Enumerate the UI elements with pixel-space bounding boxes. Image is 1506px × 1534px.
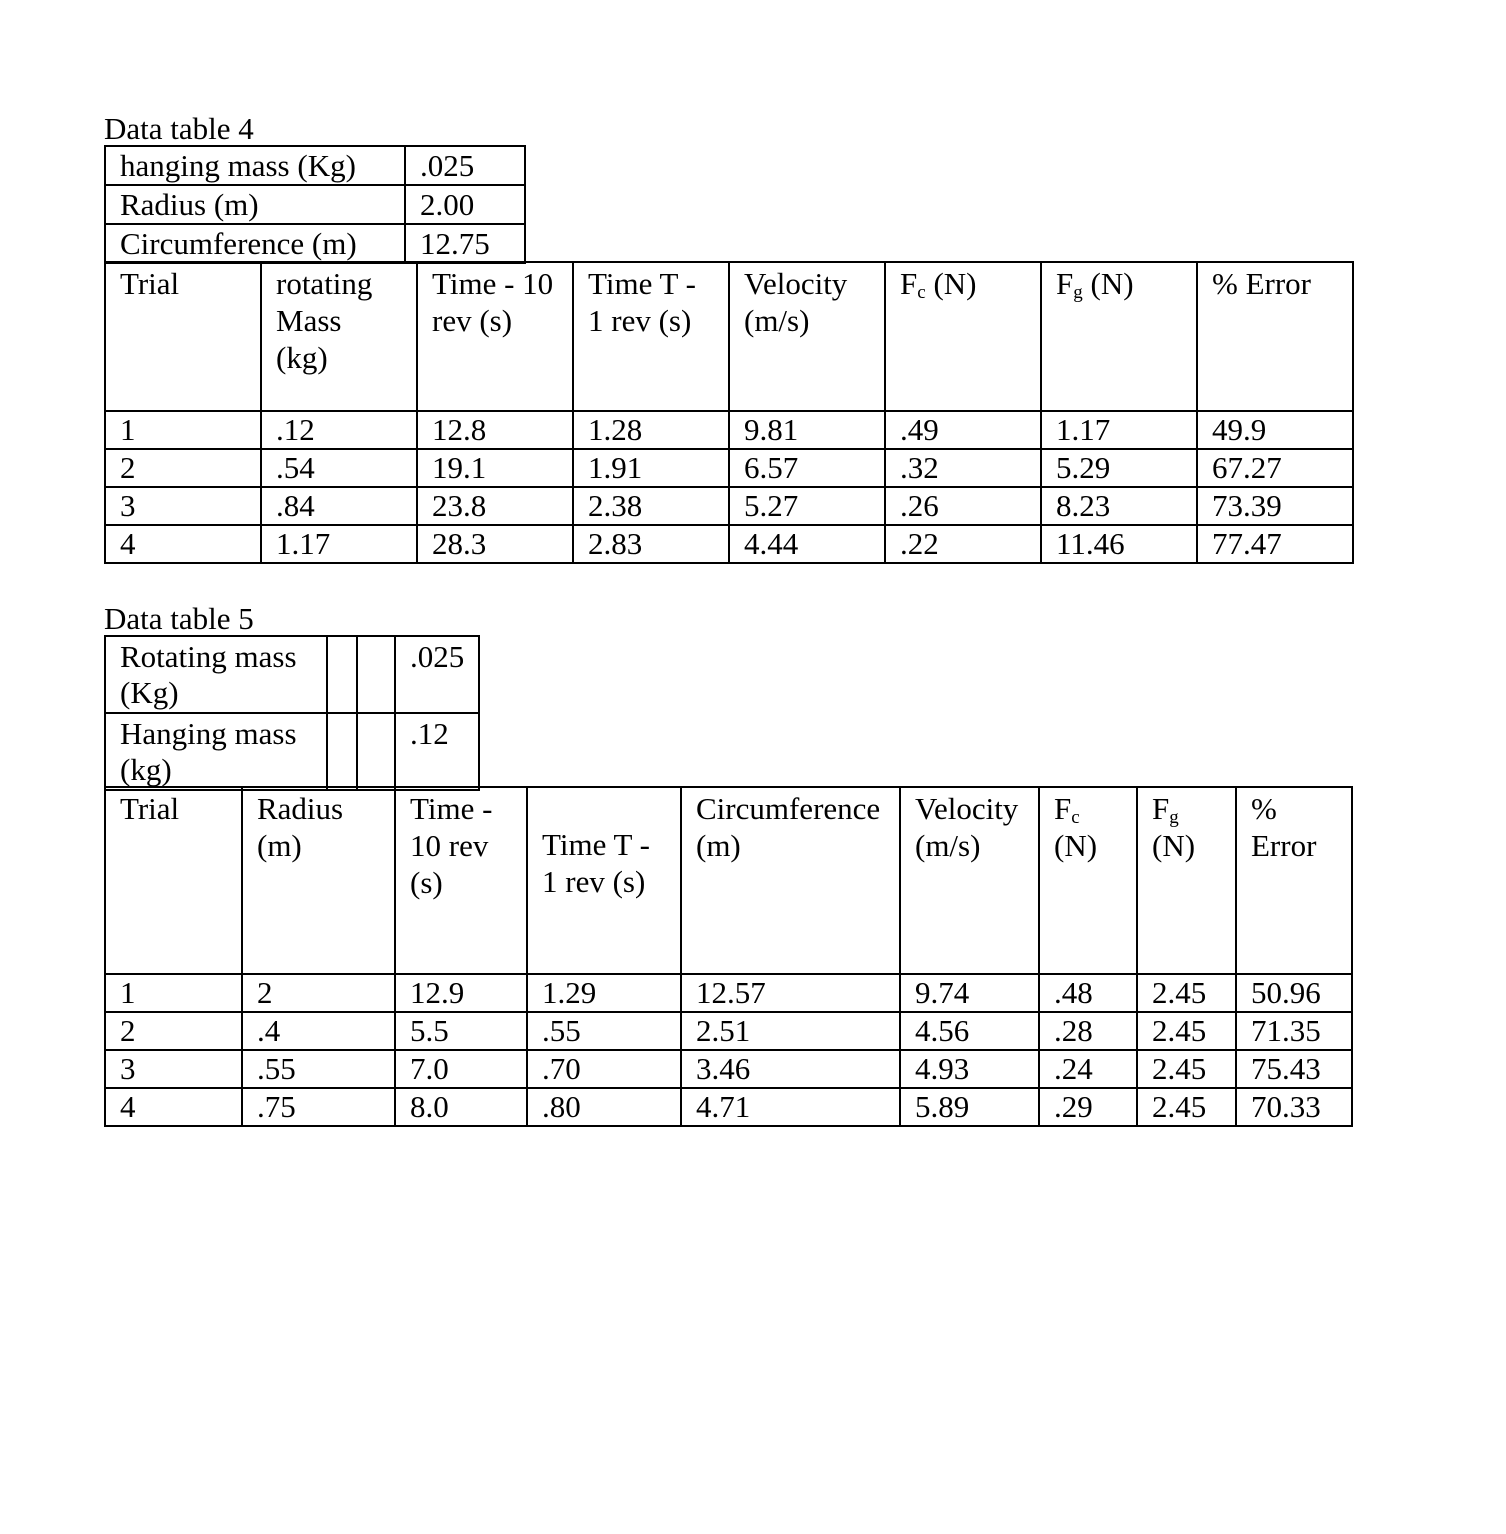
cell: 5.29 (1041, 449, 1197, 487)
cell: 1 (105, 411, 261, 449)
param-value: 2.00 (405, 185, 525, 224)
cell: 1.29 (527, 974, 681, 1012)
table5-caption: Data table 5 (104, 601, 254, 636)
cell: 2.45 (1137, 1088, 1236, 1126)
cell: 5.89 (900, 1088, 1039, 1126)
param-label: Circumference (m) (105, 224, 405, 263)
cell: 7.0 (395, 1050, 527, 1088)
table-row (105, 974, 1352, 1012)
fc-symbol: F (1054, 791, 1072, 826)
cell: .4 (242, 1012, 395, 1050)
fc-symbol: F (900, 266, 918, 301)
param-label: Rotating mass (Kg) (105, 636, 327, 713)
cell: 2.83 (573, 525, 729, 563)
cell: 4.71 (681, 1088, 900, 1126)
cell: .12 (261, 411, 417, 449)
cell: .24 (1039, 1050, 1137, 1088)
cell: 75.43 (1236, 1050, 1352, 1088)
fc-subscript: c (917, 282, 926, 303)
cell: 2 (242, 974, 395, 1012)
cell: .84 (261, 487, 417, 525)
param-value: .12 (395, 713, 479, 790)
table-row (105, 1088, 1352, 1126)
empty-cell (357, 636, 395, 713)
fg-subscript: g (1169, 807, 1179, 828)
param-value: 12.75 (405, 224, 525, 263)
table4-param-row (105, 185, 525, 224)
fg-symbol: F (1056, 266, 1074, 301)
cell: .70 (527, 1050, 681, 1088)
cell: .48 (1039, 974, 1137, 1012)
col-header-fg (1137, 787, 1236, 974)
table-row (105, 487, 1353, 525)
table5-param-row (105, 636, 479, 713)
col-header-radius: Radius (m) (242, 787, 395, 974)
cell: 3 (105, 1050, 242, 1088)
cell: 4 (105, 1088, 242, 1126)
col-header-circumference: Circumference (m) (681, 787, 900, 974)
cell: 2.45 (1137, 974, 1236, 1012)
cell: 2.51 (681, 1012, 900, 1050)
empty-cell (357, 713, 395, 790)
cell: 23.8 (417, 487, 573, 525)
cell: 9.74 (900, 974, 1039, 1012)
col-header-error: % Error (1236, 787, 1352, 974)
table-row (105, 411, 1353, 449)
col-header-fc (1039, 787, 1137, 974)
cell: 4 (105, 525, 261, 563)
table-row (105, 1050, 1352, 1088)
param-label: Hanging mass (kg) (105, 713, 327, 790)
cell: 77.47 (1197, 525, 1353, 563)
table4-param-row (105, 224, 525, 263)
table4-data (104, 261, 1354, 564)
cell: 3 (105, 487, 261, 525)
table5-parameters (104, 635, 480, 791)
cell: 12.57 (681, 974, 900, 1012)
cell: 1.28 (573, 411, 729, 449)
fc-subscript: c (1071, 807, 1080, 828)
cell: 2.45 (1137, 1050, 1236, 1088)
cell: 1.17 (261, 525, 417, 563)
table-row (105, 1012, 1352, 1050)
cell: 50.96 (1236, 974, 1352, 1012)
cell: .80 (527, 1088, 681, 1126)
table5-param-row (105, 713, 479, 790)
cell: 1.17 (1041, 411, 1197, 449)
fg-subscript: g (1073, 282, 1083, 303)
cell: 71.35 (1236, 1012, 1352, 1050)
cell: 12.8 (417, 411, 573, 449)
cell: 2 (105, 1012, 242, 1050)
cell: 2.38 (573, 487, 729, 525)
cell: 5.5 (395, 1012, 527, 1050)
cell: 28.3 (417, 525, 573, 563)
table4-caption: Data table 4 (104, 111, 254, 146)
cell: 5.27 (729, 487, 885, 525)
col-header-trial: Trial (105, 262, 261, 411)
table4-parameters (104, 145, 526, 264)
col-header-time-10: Time - 10 rev (s) (395, 787, 527, 974)
cell: .75 (242, 1088, 395, 1126)
cell: .26 (885, 487, 1041, 525)
cell: .49 (885, 411, 1041, 449)
table4-param-row (105, 146, 525, 185)
cell: .55 (242, 1050, 395, 1088)
cell: 2 (105, 449, 261, 487)
cell: 2.45 (1137, 1012, 1236, 1050)
empty-cell (327, 713, 357, 790)
col-header-error: % Error (1197, 262, 1353, 411)
fg-symbol: F (1152, 791, 1170, 826)
col-header-fg (1041, 262, 1197, 411)
cell: 8.0 (395, 1088, 527, 1126)
cell: 19.1 (417, 449, 573, 487)
table4-header-row (105, 262, 1353, 411)
cell: 67.27 (1197, 449, 1353, 487)
cell: .32 (885, 449, 1041, 487)
cell: .55 (527, 1012, 681, 1050)
cell: .29 (1039, 1088, 1137, 1126)
fc-unit: (N) (925, 266, 977, 301)
param-label: hanging mass (Kg) (105, 146, 405, 185)
cell: 8.23 (1041, 487, 1197, 525)
cell: 1 (105, 974, 242, 1012)
fg-unit: (N) (1152, 828, 1196, 863)
param-label: Radius (m) (105, 185, 405, 224)
table-row (105, 449, 1353, 487)
empty-cell (327, 636, 357, 713)
col-header-fc (885, 262, 1041, 411)
cell: 49.9 (1197, 411, 1353, 449)
cell: .54 (261, 449, 417, 487)
cell: .22 (885, 525, 1041, 563)
cell: 73.39 (1197, 487, 1353, 525)
col-header-time-10: Time - 10 rev (s) (417, 262, 573, 411)
param-value: .025 (395, 636, 479, 713)
param-value: .025 (405, 146, 525, 185)
cell: 70.33 (1236, 1088, 1352, 1126)
cell: .28 (1039, 1012, 1137, 1050)
cell: 12.9 (395, 974, 527, 1012)
table-row (105, 525, 1353, 563)
col-header-time-1: Time T - 1 rev (s) (573, 262, 729, 411)
cell: 4.56 (900, 1012, 1039, 1050)
table5-data (104, 786, 1353, 1127)
cell: 4.44 (729, 525, 885, 563)
col-header-velocity: Velocity (m/s) (900, 787, 1039, 974)
cell: 11.46 (1041, 525, 1197, 563)
cell: 3.46 (681, 1050, 900, 1088)
col-header-time-1: Time T - 1 rev (s) (527, 787, 681, 974)
col-header-velocity: Velocity (m/s) (729, 262, 885, 411)
cell: 6.57 (729, 449, 885, 487)
col-header-trial: Trial (105, 787, 242, 974)
fg-unit: (N) (1082, 266, 1134, 301)
table5-header-row (105, 787, 1352, 974)
col-header-rotating-mass: rotating Mass (kg) (261, 262, 417, 411)
fc-unit: (N) (1054, 828, 1098, 863)
cell: 4.93 (900, 1050, 1039, 1088)
cell: 1.91 (573, 449, 729, 487)
cell: 9.81 (729, 411, 885, 449)
